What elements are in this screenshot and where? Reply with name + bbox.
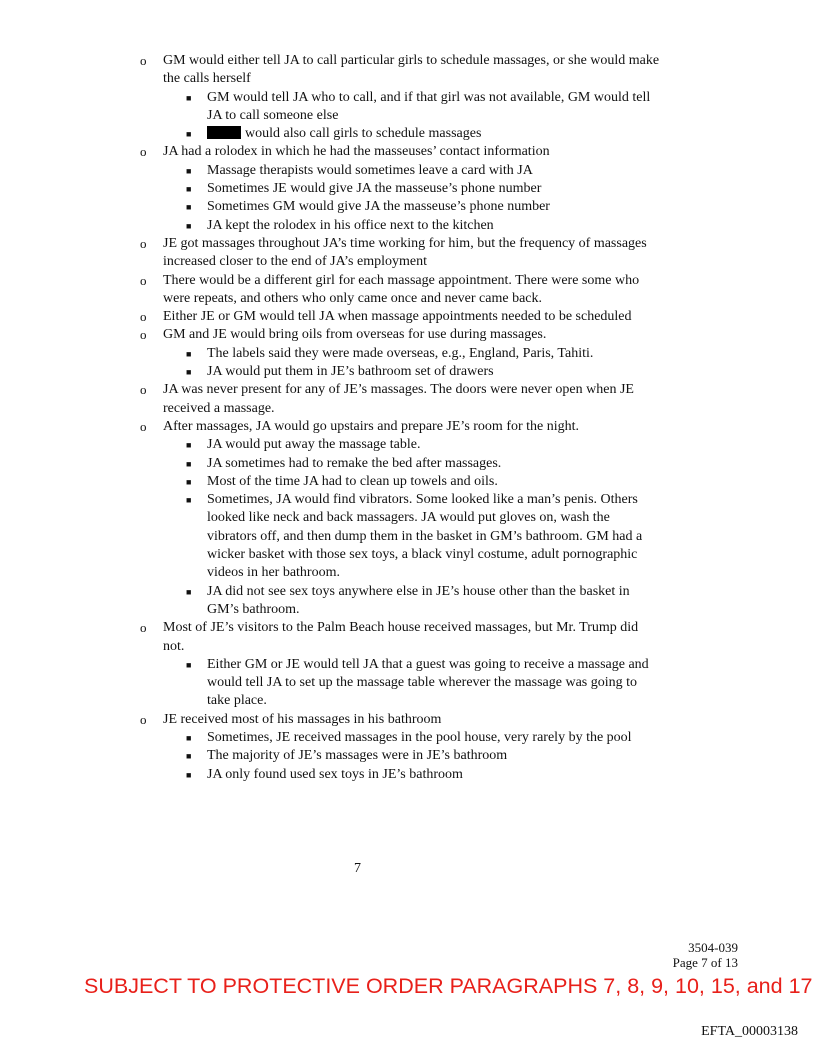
square-bullet-icon: ■ — [186, 440, 192, 451]
square-bullet-icon: ■ — [186, 458, 192, 469]
page-of-label: Page 7 of 13 — [672, 955, 738, 970]
bullet-text: Either JE or GM would tell JA when massage appointments needed to be scheduled — [163, 309, 632, 325]
hollow-circle-bullet-icon: o — [140, 309, 147, 325]
efta-identifier: EFTA_00003138 — [701, 1024, 798, 1039]
bullet-text: GM and JE would bring oils from overseas for use during massages. — [163, 327, 547, 343]
sub-bullet-item — [140, 491, 660, 582]
sub-bullet-item — [140, 747, 660, 765]
square-bullet-icon: ■ — [186, 659, 192, 670]
hollow-circle-bullet-icon: o — [140, 272, 147, 288]
sub-bullet-item — [140, 455, 660, 473]
square-bullet-icon: ■ — [186, 751, 192, 762]
bullet-text: Either GM or JE would tell JA that a guest was going to receive a massage and would tell JA to set up the massage table wherever the massage was going to take place. — [207, 656, 649, 709]
bullet-item — [140, 711, 660, 729]
square-bullet-icon: ■ — [186, 586, 192, 597]
hollow-circle-bullet-icon: o — [140, 53, 147, 68]
bullet-text: The majority of JE’s massages were in JE’s bathroom — [207, 748, 508, 764]
square-bullet-icon: ■ — [186, 202, 192, 213]
bullet-item — [140, 619, 660, 656]
square-bullet-icon: ■ — [186, 220, 192, 231]
bullet-text: Massage therapists would sometimes leave a card with JA — [207, 162, 533, 178]
sub-bullet-item — [140, 198, 660, 216]
bullet-text: Sometimes, JA would find vibrators. Some looked like a man’s penis. Others looked like neck and back massagers. JA would put gloves on, wash the vibrators off, and then dump them in the basket in GM’s bathroom. GM had a wicker basket with those sex toys, a black vinyl costume, adult pornographic videos in her bathroom. — [207, 492, 643, 581]
bullet-text: JA was never present for any of JE’s massages. The doors were never open when JE received a massage. — [163, 382, 634, 416]
sub-bullet-item — [140, 436, 660, 454]
bullet-text: JA would put away the massage table. — [207, 437, 421, 453]
bullet-text: JA sometimes had to remake the bed after massages. — [207, 455, 502, 471]
document-code-block — [673, 940, 738, 970]
document-body — [140, 52, 660, 784]
bullet-text: Sometimes GM would give JA the masseuse’s phone number — [207, 199, 550, 215]
hollow-circle-bullet-icon: o — [140, 235, 147, 251]
square-bullet-icon: ■ — [186, 769, 192, 780]
bullet-text: JA did not see sex toys anywhere else in JE’s house other than the basket in GM’s bathroom. — [207, 583, 630, 617]
hollow-circle-bullet-icon: o — [140, 144, 147, 160]
square-bullet-icon: ■ — [186, 476, 192, 487]
hollow-circle-bullet-icon: o — [140, 327, 147, 343]
bullet-text: After massages, JA would go upstairs and prepare JE’s room for the night. — [163, 418, 580, 434]
sub-bullet-item — [140, 125, 660, 143]
sub-bullet-item — [140, 766, 660, 784]
bullet-item — [140, 418, 660, 436]
sub-bullet-item — [140, 180, 660, 198]
bullet-text: JA kept the rolodex in his office next to the kitchen — [207, 217, 494, 233]
hollow-circle-bullet-icon: o — [140, 382, 147, 398]
bullet-item — [140, 235, 660, 272]
bullet-text: There would be a different girl for each massage appointment. There were some who were repeats, and others who only came once and never came back. — [163, 272, 640, 306]
square-bullet-icon: ■ — [186, 732, 192, 743]
bullet-text: Sometimes, JE received massages in the pool house, very rarely by the pool — [207, 729, 632, 745]
sub-bullet-item — [140, 729, 660, 747]
sub-bullet-item — [140, 583, 660, 620]
sub-bullet-item — [140, 217, 660, 235]
square-bullet-icon: ■ — [186, 165, 192, 176]
bullet-text: Sometimes JE would give JA the masseuse’s phone number — [207, 181, 542, 197]
sub-bullet-item — [140, 363, 660, 381]
square-bullet-icon: ■ — [186, 129, 192, 140]
bullet-text: The labels said they were made overseas, e.g., England, Paris, Tahiti. — [207, 345, 594, 361]
bullet-text: Most of the time JA had to clean up towels and oils. — [207, 473, 498, 489]
square-bullet-icon: ■ — [186, 92, 192, 103]
sub-bullet-item — [140, 656, 660, 711]
bullet-text: would also call girls to schedule massages — [245, 126, 482, 142]
bullet-item — [140, 272, 660, 309]
square-bullet-icon: ■ — [186, 184, 192, 195]
bullet-text: GM would tell JA who to call, and if that girl was not available, GM would tell JA to call someone else — [207, 89, 651, 123]
sub-bullet-item — [140, 345, 660, 363]
bullet-text: JE received most of his massages in his bathroom — [163, 711, 442, 727]
bullet-item — [140, 326, 660, 344]
page-number: 7 — [354, 861, 361, 876]
hollow-circle-bullet-icon: o — [140, 418, 147, 434]
bullet-text: JE got massages throughout JA’s time working for him, but the frequency of massages increased closer to the end of JA’s employment — [163, 235, 647, 270]
redaction-block — [207, 126, 241, 139]
bullet-item — [140, 308, 660, 326]
square-bullet-icon: ■ — [186, 367, 192, 378]
bullet-item — [140, 52, 660, 89]
square-bullet-icon: ■ — [186, 495, 192, 506]
bullet-text: JA had a rolodex in which he had the masseuses’ contact information — [163, 144, 550, 160]
hollow-circle-bullet-icon: o — [140, 620, 147, 636]
protective-order-notice: SUBJECT TO PROTECTIVE ORDER PARAGRAPHS 7, 8, 9, 10, 15, and 17 — [84, 974, 813, 998]
bullet-text: GM would either tell JA to call particular girls to schedule massages, or she would make the calls herself — [163, 53, 660, 87]
sub-bullet-item — [140, 89, 660, 126]
sub-bullet-item — [140, 473, 660, 491]
bullet-text: JA would put them in JE’s bathroom set of drawers — [207, 364, 494, 380]
bullet-text: Most of JE’s visitors to the Palm Beach house received massages, but Mr. Trump did not. — [163, 620, 639, 654]
document-code: 3504-039 — [688, 940, 738, 955]
hollow-circle-bullet-icon: o — [140, 711, 147, 727]
bullet-text: JA only found used sex toys in JE’s bathroom — [207, 766, 463, 782]
square-bullet-icon: ■ — [186, 348, 192, 359]
sub-bullet-item — [140, 162, 660, 180]
bullet-item — [140, 143, 660, 161]
bullet-item — [140, 381, 660, 418]
